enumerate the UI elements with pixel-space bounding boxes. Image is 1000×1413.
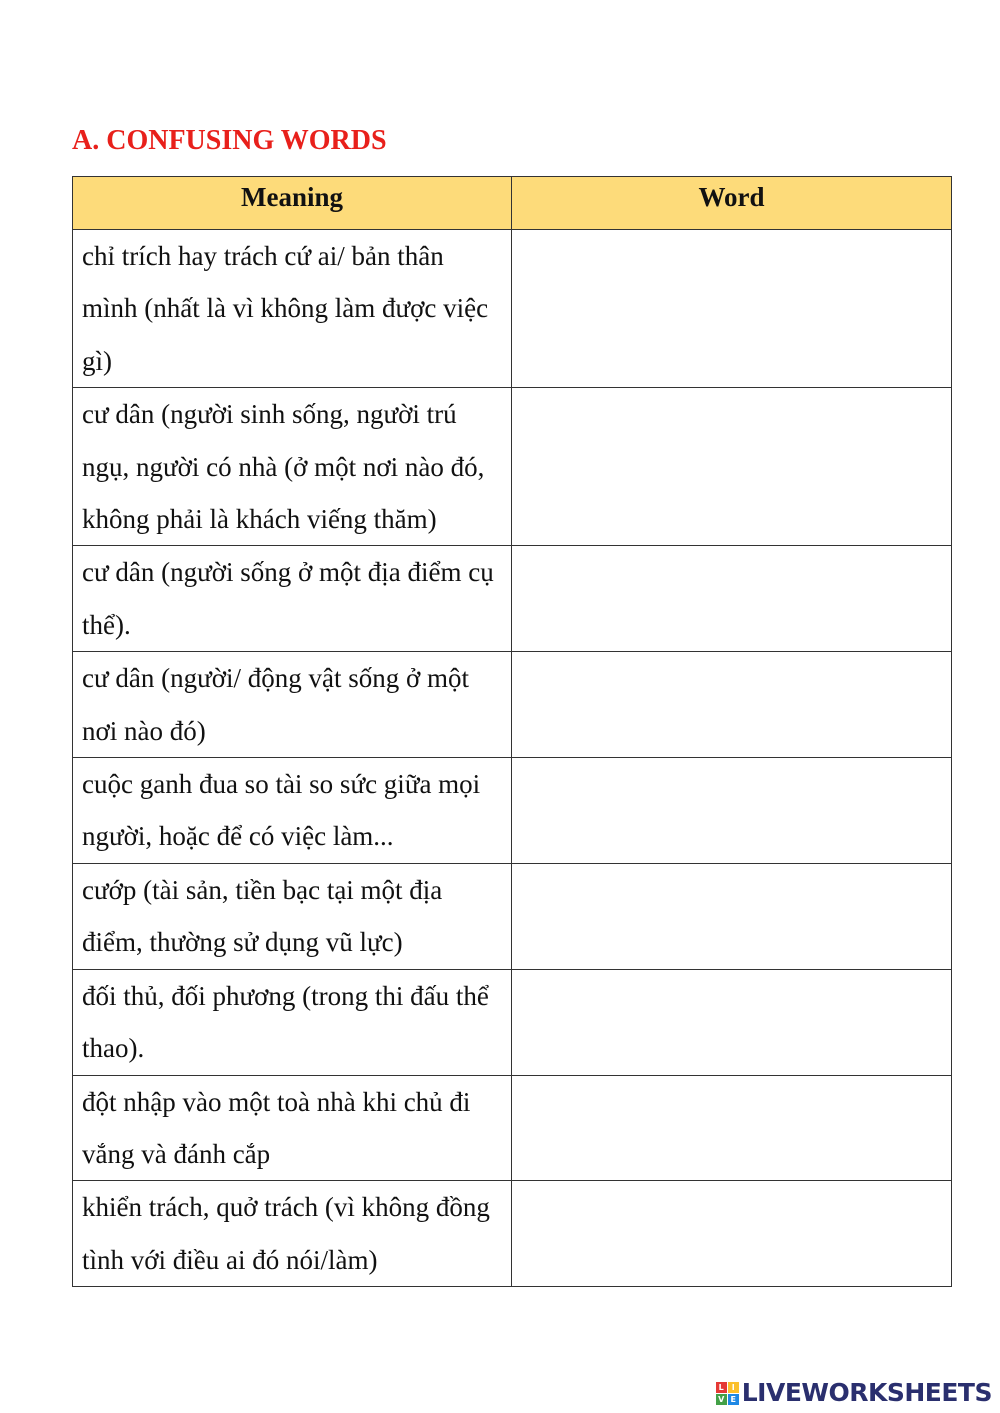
meaning-cell: cư dân (người/ động vật sống ở một nơi nào đó) [73, 652, 512, 758]
table-row [73, 1181, 952, 1287]
word-cell [512, 758, 952, 864]
meaning-cell: chỉ trích hay trách cứ ai/ bản thân mình (nhất là vì không làm được việc gì) [73, 230, 512, 388]
word-cell [512, 388, 952, 546]
section-title: A. CONFUSING WORDS [72, 125, 387, 156]
word-cell [512, 969, 952, 1075]
liveworksheets-logo [716, 1378, 992, 1408]
meaning-cell: cư dân (người sinh sống, người trú ngụ, người có nhà (ở một nơi nào đó, không phải là khách viếng thăm) [73, 388, 512, 546]
header-word: Word [512, 177, 952, 230]
word-answer-field[interactable] [512, 546, 951, 650]
table-row [73, 758, 952, 864]
table-row [73, 652, 952, 758]
table-row [73, 388, 952, 546]
table-row [73, 546, 952, 652]
meaning-cell: cuộc ganh đua so tài so sức giữa mọi người, hoặc để có việc làm... [73, 758, 512, 864]
word-cell [512, 652, 952, 758]
table-row [73, 969, 952, 1075]
meaning-cell: cư dân (người sống ở một địa điểm cụ thể). [73, 546, 512, 652]
table-row [73, 1075, 952, 1181]
word-answer-field[interactable] [512, 230, 951, 334]
table-body [73, 230, 952, 1287]
word-answer-field[interactable] [512, 1076, 951, 1180]
table-row [73, 863, 952, 969]
logo-mark-square: V [716, 1394, 727, 1405]
table-header-row [73, 177, 952, 230]
logo-mark-square: I [728, 1382, 739, 1393]
word-cell [512, 230, 952, 388]
liveworksheets-logo-text: LIVEWORKSHEETS [741, 1378, 992, 1407]
word-cell [512, 546, 952, 652]
word-answer-field[interactable] [512, 758, 951, 862]
logo-mark-square: E [728, 1394, 739, 1405]
word-cell [512, 1181, 952, 1287]
table-row [73, 230, 952, 388]
meaning-cell: cướp (tài sản, tiền bạc tại một địa điểm, thường sử dụng vũ lực) [73, 863, 512, 969]
word-answer-field[interactable] [512, 388, 951, 492]
liveworksheets-logo-icon [716, 1382, 739, 1405]
word-answer-field[interactable] [512, 652, 951, 756]
word-cell [512, 863, 952, 969]
header-meaning: Meaning [73, 177, 512, 230]
word-answer-field[interactable] [512, 1181, 951, 1285]
word-answer-field[interactable] [512, 864, 951, 968]
vocabulary-table [72, 176, 952, 1287]
word-answer-field[interactable] [512, 970, 951, 1074]
meaning-cell: đột nhập vào một toà nhà khi chủ đi vắng và đánh cắp [73, 1075, 512, 1181]
meaning-cell: đối thủ, đối phương (trong thi đấu thể thao). [73, 969, 512, 1075]
meaning-cell: khiển trách, quở trách (vì không đồng tình với điều ai đó nói/làm) [73, 1181, 512, 1287]
word-cell [512, 1075, 952, 1181]
logo-mark-square: L [716, 1382, 727, 1393]
